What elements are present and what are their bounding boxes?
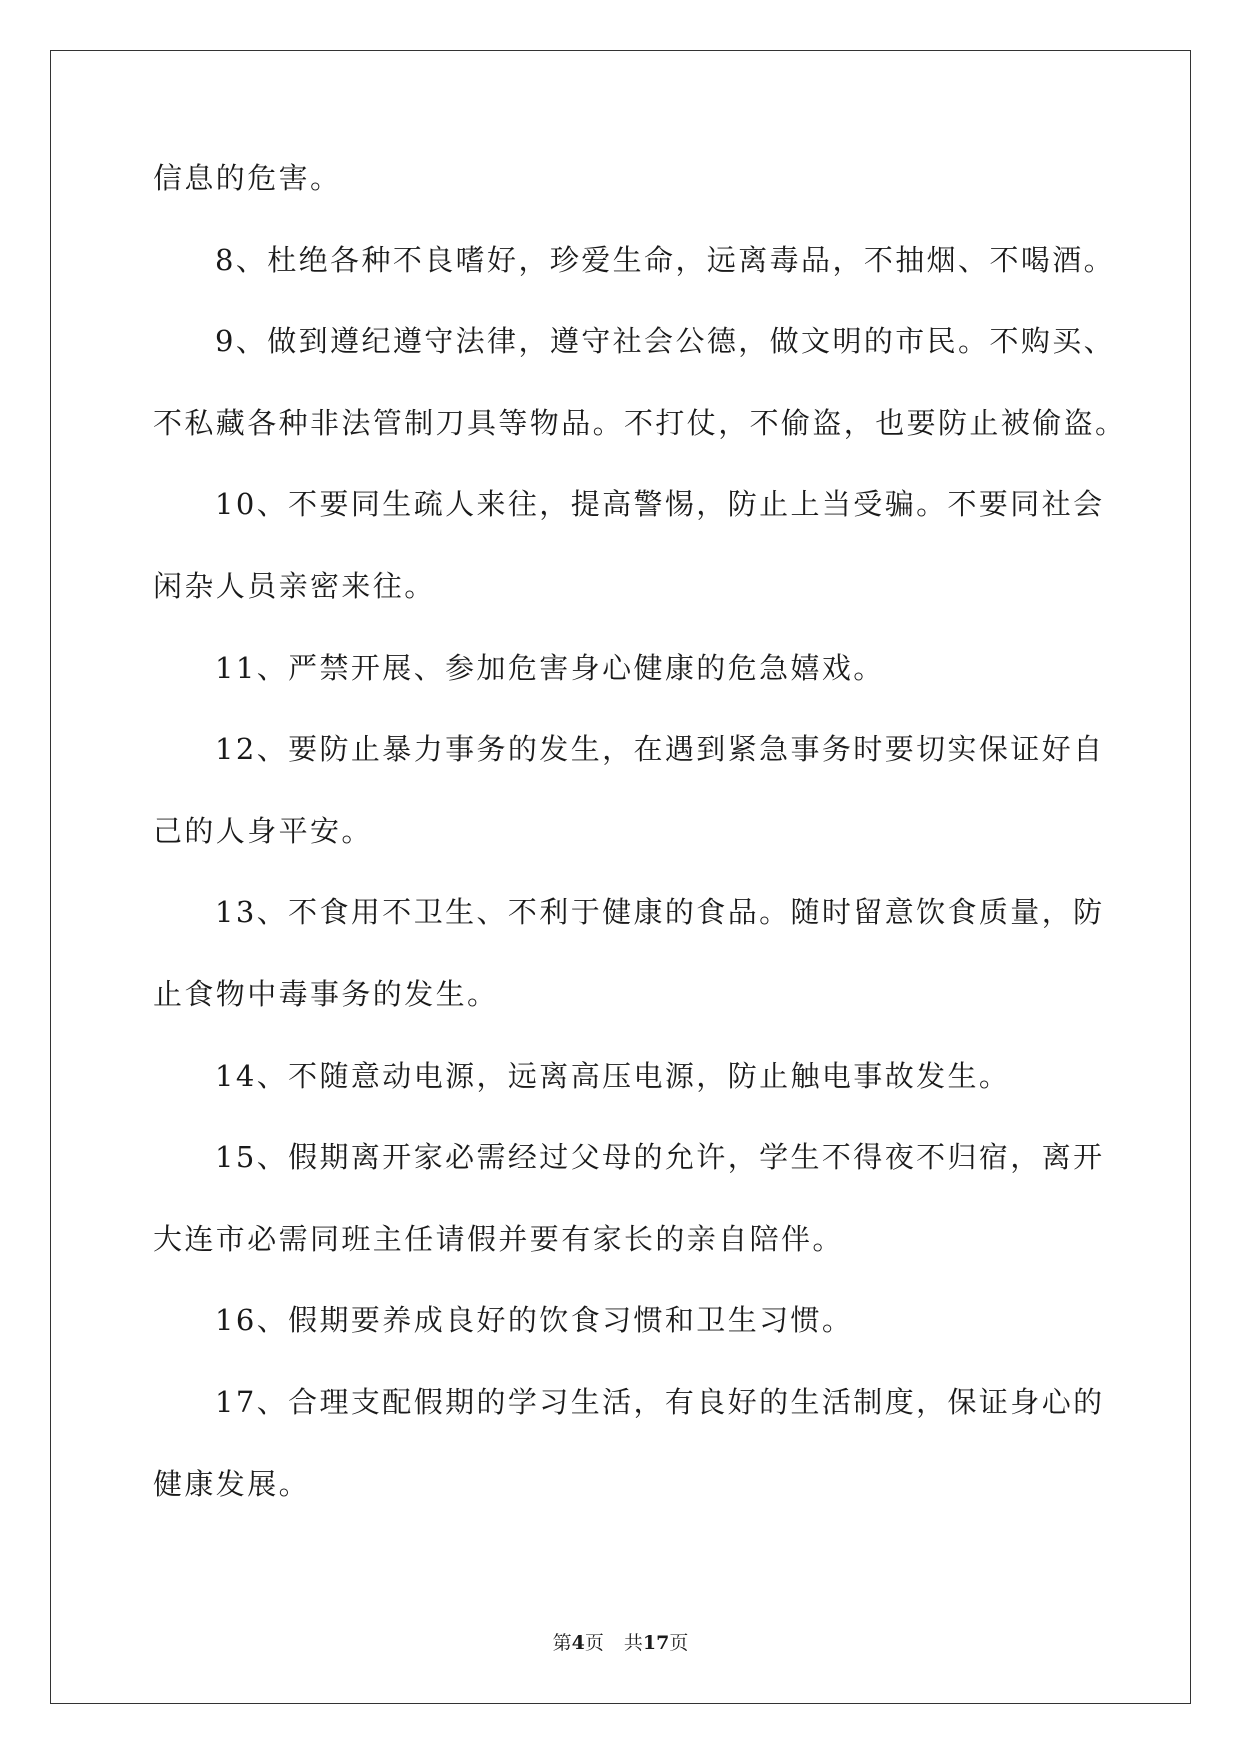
- document-body: [153, 158, 1127, 1545]
- page-footer: [0, 1628, 1241, 1655]
- text-line: 12、要防止暴力事务的发生，在遇到紧急事务时要切实保证好自: [215, 732, 1105, 767]
- text-line: 信息的危害。: [153, 161, 342, 195]
- text-line: 16、假期要养成良好的饮食习惯和卫生习惯。: [215, 1303, 854, 1338]
- text-line: 17、合理支配假期的学习生活，有良好的生活制度，保证身心的: [215, 1384, 1105, 1419]
- text-line: 不私藏各种非法管制刀具等物品。不打仗，不偷盗，也要防止被偷盗。: [153, 405, 1127, 440]
- text-line: 己的人身平安。: [153, 813, 373, 848]
- footer-current-page: 4: [571, 1632, 585, 1654]
- text-line: 大连市必需同班主任请假并要有家长的亲自陪伴。: [153, 1221, 844, 1256]
- text-line: 9、做到遵纪遵守法律，遵守社会公德，做文明的市民。不购买、: [215, 324, 1116, 359]
- footer-total-suffix: 页: [669, 1632, 689, 1654]
- footer-total-pages: 17: [642, 1632, 670, 1654]
- text-line: 止食物中毒事务的发生。: [153, 976, 499, 1011]
- text-line: 健康发展。: [153, 1466, 311, 1501]
- text-line: 10、不要同生疏人来往，提高警惕，防止上当受骗。不要同社会: [215, 487, 1105, 522]
- footer-page-suffix: 页: [584, 1632, 604, 1654]
- text-line: 8、杜绝各种不良嗜好，珍爱生命，远离毒品，不抽烟、不喝酒。: [215, 242, 1116, 277]
- text-line: 13、不食用不卫生、不利于健康的食品。随时留意饮食质量，防: [215, 895, 1105, 930]
- text-line: 闲杂人员亲密来往。: [153, 568, 436, 603]
- footer-total-prefix: 共: [623, 1632, 643, 1654]
- footer-page-prefix: 第: [552, 1632, 572, 1654]
- text-line: 15、假期离开家必需经过父母的允许，学生不得夜不归宿，离开: [215, 1140, 1105, 1175]
- text-line: 14、不随意动电源，远离高压电源，防止触电事故发生。: [215, 1058, 1011, 1093]
- text-line: 11、严禁开展、参加危害身心健康的危急嬉戏。: [215, 650, 885, 685]
